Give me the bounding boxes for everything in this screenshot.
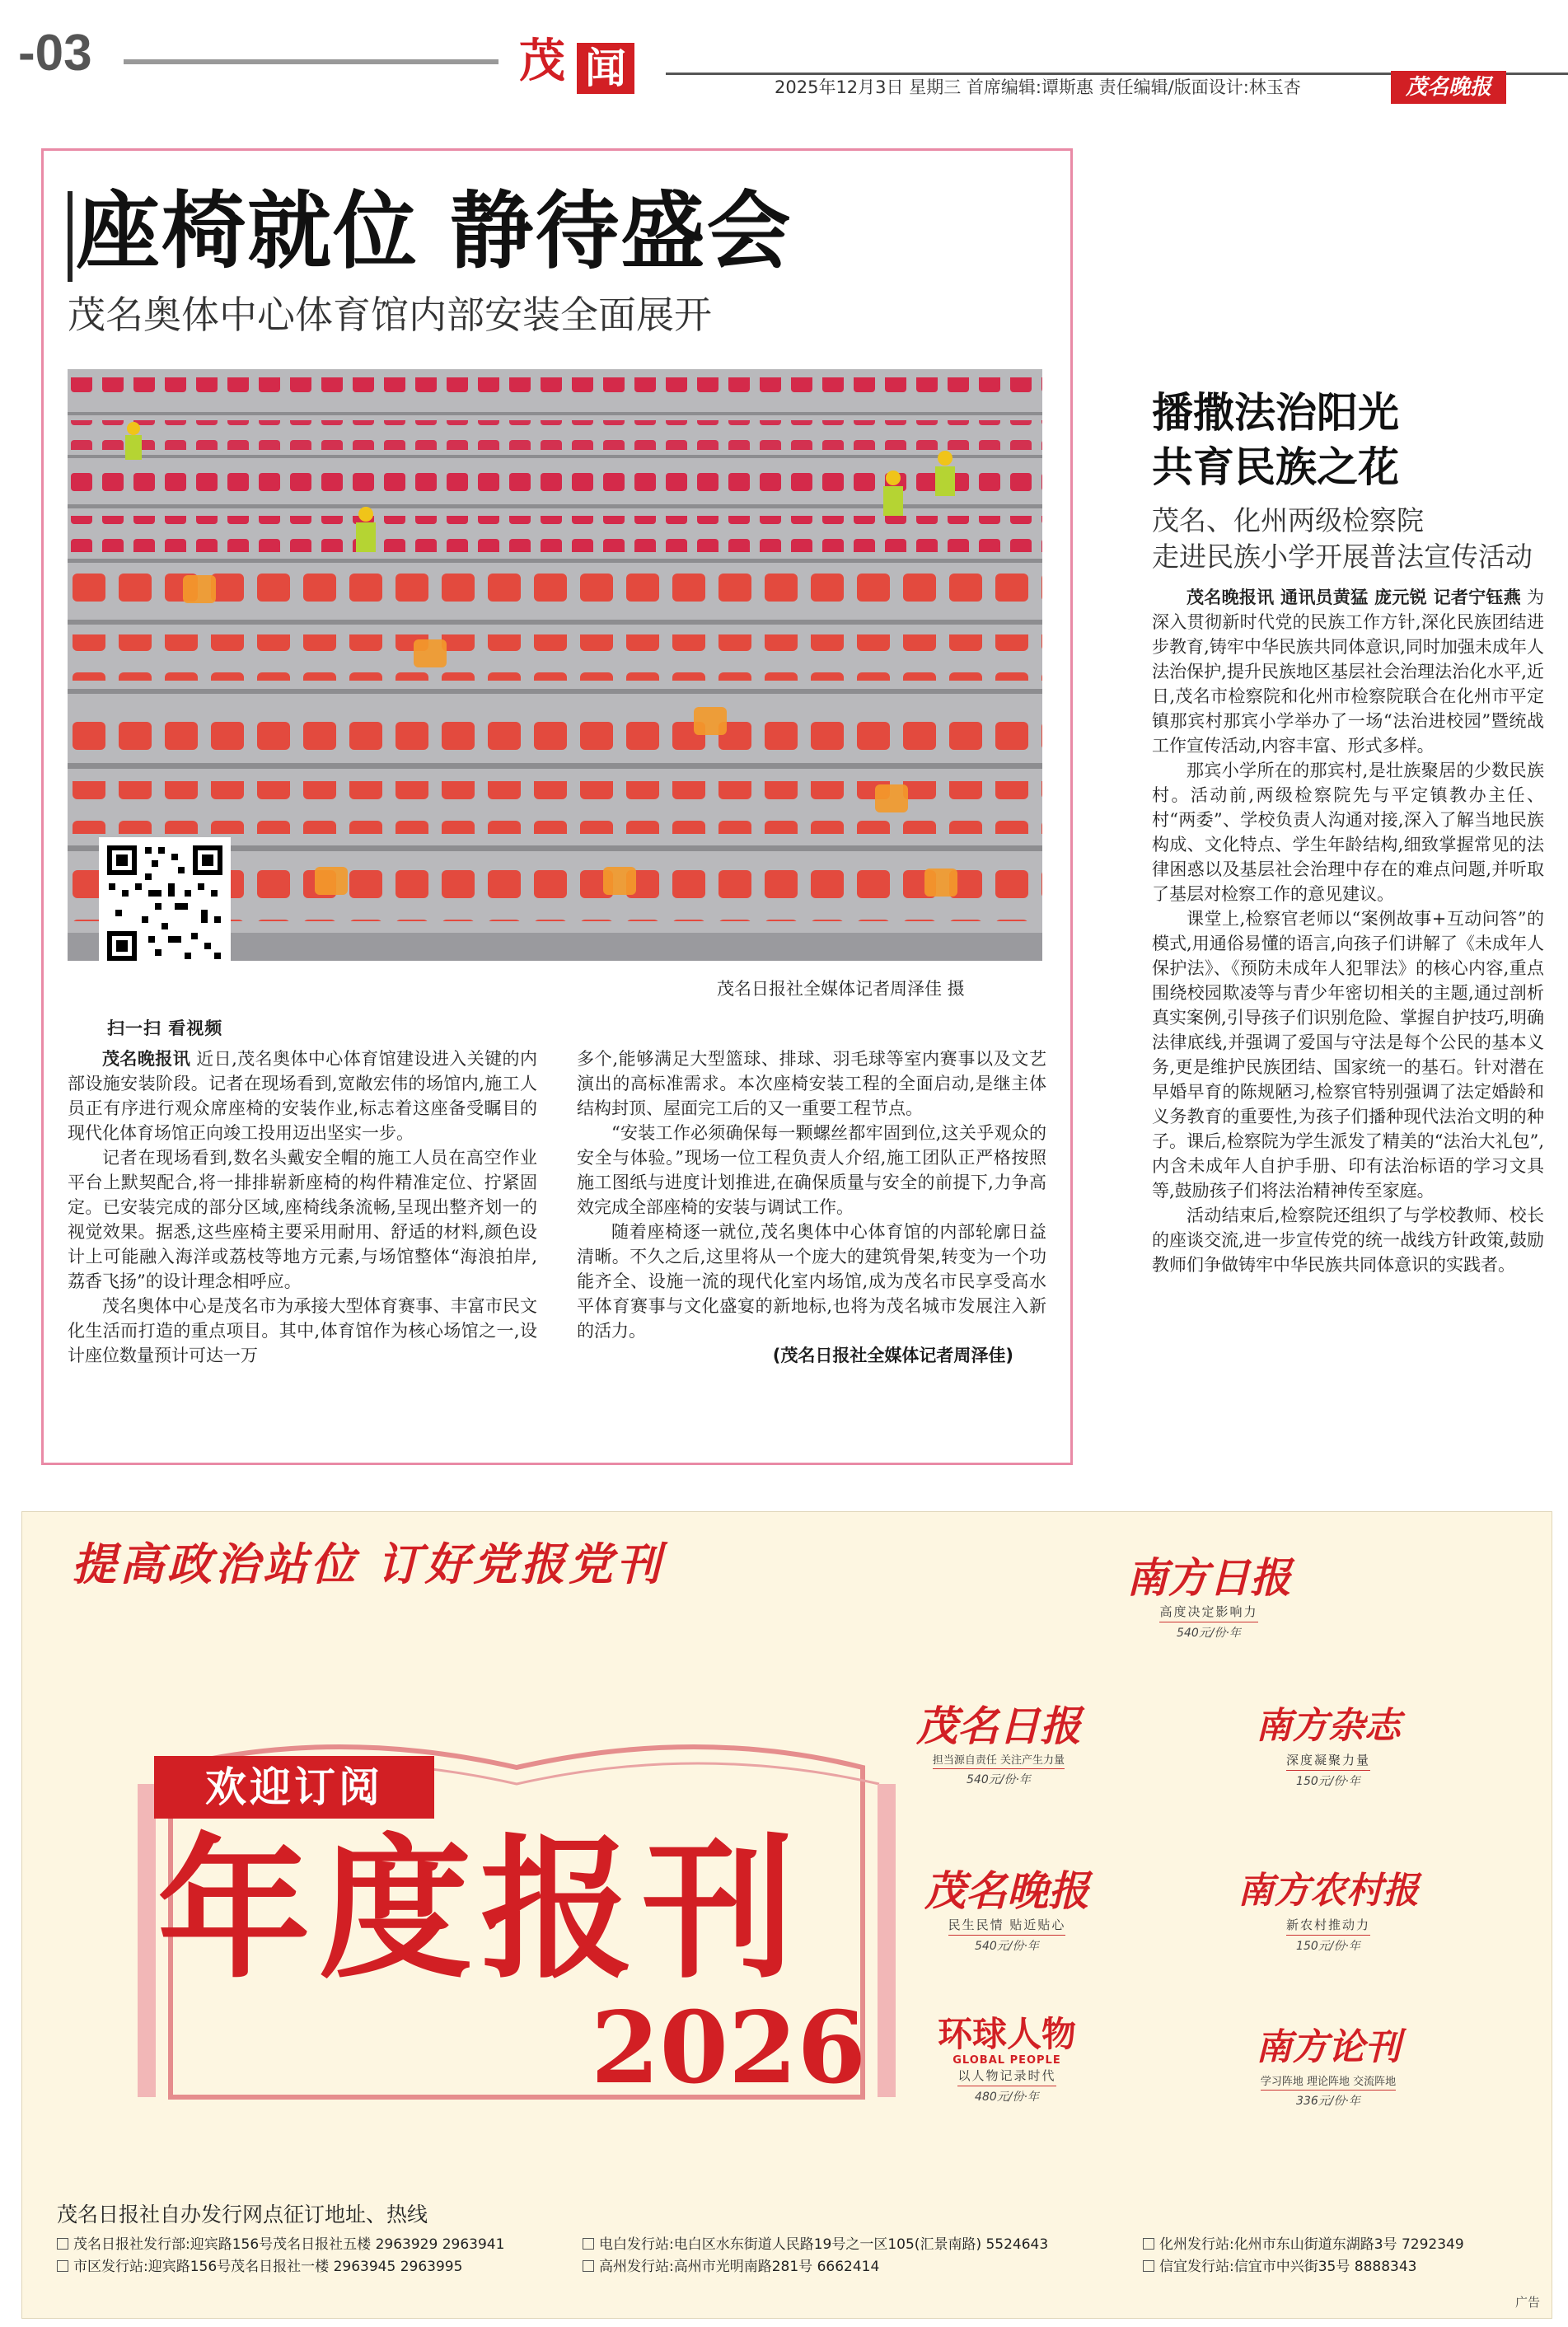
side-subtitle-line-2: 走进民族小学开展普法宣传活动	[1152, 541, 1533, 573]
paper-global-people: 环球人物 GLOBAL PEOPLE 以人物记录时代 480元/份·年	[937, 2014, 1076, 2104]
main-subtitle: 茂名奥体中心体育馆内部安装全面展开	[68, 293, 712, 337]
side-subtitle-line-1: 茂名、化州两级检察院	[1152, 504, 1424, 536]
side-para-1: 茂名晚报讯 通讯员黄猛 庞元锐 记者宁钰燕 为深入贯彻新时代党的民族工作方针,深化民族团结进步教育,铸牢中华民族共同体意识,同时加强未成年人法治保护,提升民族地区基层社会治理法治化水平,近日,茂名市检察院和化州市检察院联合在化州市平定镇那宾村那宾小学举办了一场“法治进校园”暨统战工作宣传活动,内容丰富、形式多样。	[1152, 588, 1544, 756]
checkbox-icon	[57, 2238, 68, 2250]
section-char-2: 闻	[577, 43, 634, 94]
book-graphic	[138, 1735, 896, 2130]
checkbox-icon	[583, 2260, 594, 2272]
ad-big-title: 年度报刊	[157, 1820, 804, 1999]
main-col1-para-1: 茂名晚报讯 近日,茂名奥体中心体育馆建设进入关键的内部设施安装阶段。记者在现场看到,宽敞宏伟的场馆内,施工人员正有序进行观众席座椅的安装作业,标志着这座备受瞩目的现代化体育场馆正向竣工投用迈出坚实一步。	[68, 1049, 537, 1143]
qr-caption: 扫一扫 看视频	[107, 1018, 223, 1038]
title-accent	[68, 191, 73, 282]
subscription-title: 茂名日报社自办发行网点征订地址、热线	[57, 2203, 428, 2226]
side-para-3: 课堂上,检察官老师以“案例故事+互动问答”的模式,用通俗易懂的语言,向孩子们讲解了《未成年人保护法》、《预防未成年人犯罪法》的核心内容,重点围绕校园欺凌等与青少年密切相关的主题,通过剖析真实案例,引导孩子们识别危险、掌握自护技巧,明确法律底线,并强调了爱国与守法是每个公民的基本义务,更是维护民族团结、国家统一的基石。针对潜在早婚早育的陈规陋习,检察官特别强调了法定婚龄和义务教育的重要性,为孩子们播种现代法治文明的种子。课后,检察院为学生派发了精美的“法治大礼包”,内含未成年人自护手册、印有法治标语的学习文具等,鼓励孩子们将法治精神传至家庭。	[1152, 909, 1544, 1201]
subscription-ad	[21, 1511, 1552, 2319]
paper-maoming-daily: 茂名日报 担当源自责任 关注产生力量 540元/份·年	[916, 1702, 1081, 1786]
main-col1-para-2: 记者在现场看到,数名头戴安全帽的施工人员在高空作业平台上默契配合,将一排排崭新座椅的构件精准定位、拧紧固定。已安装完成的部分区域,座椅线条流畅,呈现出整齐划一的视觉效果。据悉,这些座椅主要采用耐用、舒适的材料,颜色设计上可能融入海洋或荔枝等地方元素,与场馆整体“海浪拍岸,荔香飞扬”的设计理念相呼应。	[68, 1148, 537, 1291]
checkbox-icon	[583, 2238, 594, 2250]
checkbox-icon	[1143, 2238, 1154, 2250]
paper-maoming-evening: 茂名晚报 民生民情 贴近贴心 540元/份·年	[924, 1866, 1089, 1953]
photo-credit: 茂名日报社全媒体记者周泽佳 摄	[717, 979, 965, 999]
header-logo: 茂名晚报	[1391, 71, 1506, 104]
main-col1-para-3: 茂名奥体中心是茂名市为承接大型体育赛事、丰富市民文化生活而打造的重点项目。其中,体育馆作为核心场馆之一,设计座位数量预计可达一万	[68, 1296, 537, 1365]
ad-headline: 提高政治站位 订好党报党刊	[72, 1538, 664, 1590]
side-title-line-1: 播撒法治阳光	[1152, 389, 1399, 437]
paper-nanfang-magazine: 南方杂志 深度凝聚力量 150元/份·年	[1256, 1705, 1401, 1788]
welcome-banner: 欢迎订阅	[154, 1756, 434, 1819]
section-char-1: 茂	[519, 34, 565, 88]
main-col-2	[577, 1046, 1046, 1368]
paper-nanfang-daily: 南方日报 高度决定影响力 540元/份·年	[1126, 1553, 1291, 1640]
main-col-1	[68, 1046, 537, 1368]
side-para-4: 活动结束后,检察院还组织了与学校教师、校长的座谈交流,进一步宣传党的统一战线方针政策,鼓励教师们争做铸牢中华民族共同体意识的实践者。	[1152, 1206, 1544, 1275]
subscription-col-2: 电白发行站:电白区水东街道人民路19号之一区105(汇景南路) 5524643 高州发行站:高州市光明南路281号 6662414	[583, 2234, 1048, 2278]
ad-tag: 广告	[1514, 2295, 1540, 2310]
side-para-2: 那宾小学所在的那宾村,是壮族聚居的少数民族村。活动前,两级检察院先与平定镇教办主任、村“两委”、学校负责人沟通对接,深入了解当地民族构成、文化特点、学生年龄结构,细致掌握常见的法律困惑以及基层社会治理中存在的难点问题,并听取了基层对检察工作的意见建议。	[1152, 761, 1544, 904]
paper-nanfang-review: 南方论刊 学习阵地 理论阵地 交流阵地 336元/份·年	[1256, 2026, 1401, 2108]
main-col2-para-2: “安装工作必须确保每一颗螺丝都牢固到位,这关乎观众的安全与体验。”现场一位工程负责人介绍,施工团队正严格按照施工图纸与进度计划推进,在确保质量与安全的前提下,力争高效完成全部座椅的安装与调试工作。	[577, 1123, 1046, 1217]
qr-code[interactable]	[99, 837, 231, 961]
checkbox-icon	[57, 2260, 68, 2272]
page-number: -03	[18, 25, 92, 82]
subscription-col-1: 茂名日报社发行部:迎宾路156号茂名日报社五楼 2963929 2963941 市区发行站:迎宾路156号茂名日报社一楼 2963945 2963995	[57, 2234, 504, 2278]
main-title: 座椅就位 静待盛会	[76, 183, 793, 281]
header-line-left	[124, 59, 498, 64]
ad-year: 2026	[591, 1990, 866, 2106]
main-col2-para-3: 随着座椅逐一就位,茂名奥体中心体育馆的内部轮廓日益清晰。不久之后,这里将从一个庞大的建筑骨架,转变为一个功能齐全、设施一流的现代化室内场馆,成为茂名市民享受高水平体育赛事与文化盛宴的新地标,也将为茂名城市发展注入新的活力。	[577, 1222, 1046, 1341]
main-col2-para-1: 多个,能够满足大型篮球、排球、羽毛球等室内赛事以及文艺演出的高标准需求。本次座椅安装工程的全面启动,是继主体结构封顶、屋面完工后的又一重要工程节点。	[577, 1049, 1046, 1118]
side-title-line-2: 共育民族之花	[1152, 443, 1399, 491]
subscription-col-3: 化州发行站:化州市东山街道东湖路3号 7292349 信宜发行站:信宜市中兴街35号 8888343	[1143, 2234, 1464, 2278]
main-photo	[68, 369, 1042, 961]
qr-code-icon	[104, 842, 226, 961]
paper-nanfang-rural: 南方农村报 新农村推动力 150元/份·年	[1238, 1870, 1419, 1953]
side-article-body	[1152, 585, 1544, 1277]
header-info: 2025年12月3日 星期三 首席编辑:谭斯惠 责任编辑/版面设计:林玉杏	[775, 77, 1301, 97]
checkbox-icon	[1143, 2260, 1154, 2272]
main-byline: (茂名日报社全媒体记者周泽佳)	[772, 1346, 1013, 1365]
